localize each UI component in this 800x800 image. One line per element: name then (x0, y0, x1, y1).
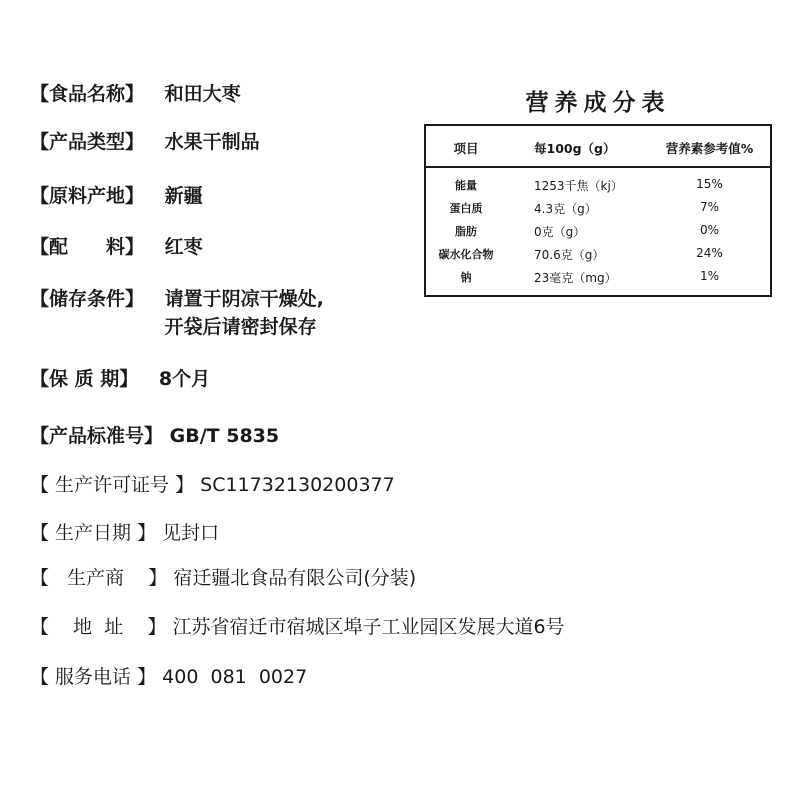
info-value-name: 和田大枣 (164, 83, 241, 105)
nutrition-cell-item: 脂肪 (455, 225, 477, 238)
nutrition-cell-amount: 23毫克（mg） (534, 271, 617, 285)
info-label-address: 【 地 址 】 (30, 616, 167, 638)
info-value-ingredients: 红枣 (164, 236, 203, 258)
nutrition-cell-item: 能量 (455, 179, 477, 192)
info-value-type: 水果干制品 (164, 131, 260, 153)
nutrition-title: 营养成分表 (525, 90, 671, 116)
info-label-license: 【 生产许可证号 】 (30, 474, 195, 496)
nutrition-header-item: 项目 (453, 141, 479, 156)
nutrition-cell-item: 钠 (460, 271, 472, 284)
info-value-phone: 400 081 0027 (162, 666, 308, 688)
info-row-production-date (30, 520, 219, 548)
nutrition-cell-amount: 0克（g） (534, 225, 586, 239)
info-row-name (30, 81, 241, 109)
nutrition-row-carbohydrate (426, 243, 770, 266)
nutrition-header-nrv: 营养素参考值% (665, 141, 754, 156)
info-row-shelf-life (30, 366, 210, 394)
info-row-phone (30, 664, 307, 692)
info-label-production-date: 【 生产日期 】 (30, 522, 157, 544)
nutrition-cell-item: 蛋白质 (449, 202, 483, 215)
info-label-phone: 【 服务电话 】 (30, 666, 157, 688)
info-label-manufacturer: 【 生产商 】 (30, 567, 168, 589)
info-row-ingredients (30, 234, 203, 262)
nutrition-row-fat (426, 220, 770, 243)
nutrition-cell-nrv: 7% (699, 200, 720, 214)
nutrition-row-sodium (426, 266, 770, 289)
info-label-shelf-life: 【保 质 期】 (30, 368, 139, 390)
nutrition-row-protein (426, 197, 770, 220)
info-value-storage: 请置于阴凉干燥处, 开袋后请密封保存 (164, 288, 324, 338)
info-label-standard: 【产品标准号】 (30, 425, 164, 447)
info-label-name: 【食品名称】 (30, 83, 145, 105)
nutrition-cell-amount: 4.3克（g） (534, 202, 597, 216)
info-row-type (30, 129, 260, 157)
info-value-standard: GB/T 5835 (169, 425, 280, 447)
nutrition-cell-amount: 1253千焦（kj） (534, 179, 623, 193)
nutrition-cell-nrv: 15% (696, 177, 723, 191)
nutrition-cell-nrv: 1% (699, 269, 720, 283)
info-row-standard (30, 423, 279, 451)
nutrition-cell-amount: 70.6克（g） (534, 248, 605, 262)
nutrition-row-energy (426, 174, 770, 197)
info-value-production-date: 见封口 (162, 522, 220, 544)
info-label-ingredients: 【配 料】 (30, 236, 145, 258)
info-row-origin (30, 183, 203, 211)
info-value-origin: 新疆 (164, 185, 203, 207)
info-label-type: 【产品类型】 (30, 131, 145, 153)
info-row-storage (30, 286, 324, 341)
info-row-address (30, 614, 565, 642)
nutrition-table (424, 124, 772, 297)
info-row-manufacturer (30, 565, 416, 593)
nutrition-header-per100g: 每100g（g） (534, 141, 616, 156)
nutrition-cell-nrv: 0% (699, 223, 720, 237)
info-value-license: SC11732130200377 (200, 474, 395, 496)
info-value-address: 江苏省宿迁市宿城区埠子工业园区发展大道6号 (172, 616, 565, 638)
nutrition-cell-item: 碳水化合物 (438, 248, 494, 261)
nutrition-cell-nrv: 24% (696, 246, 723, 260)
info-value-shelf-life: 8个月 (158, 368, 211, 390)
info-label-storage: 【储存条件】 (30, 288, 145, 310)
info-row-license (30, 472, 395, 500)
nutrition-header-row (426, 126, 770, 168)
info-value-manufacturer: 宿迁疆北食品有限公司(分装) (173, 567, 417, 589)
info-label-origin: 【原料产地】 (30, 185, 145, 207)
